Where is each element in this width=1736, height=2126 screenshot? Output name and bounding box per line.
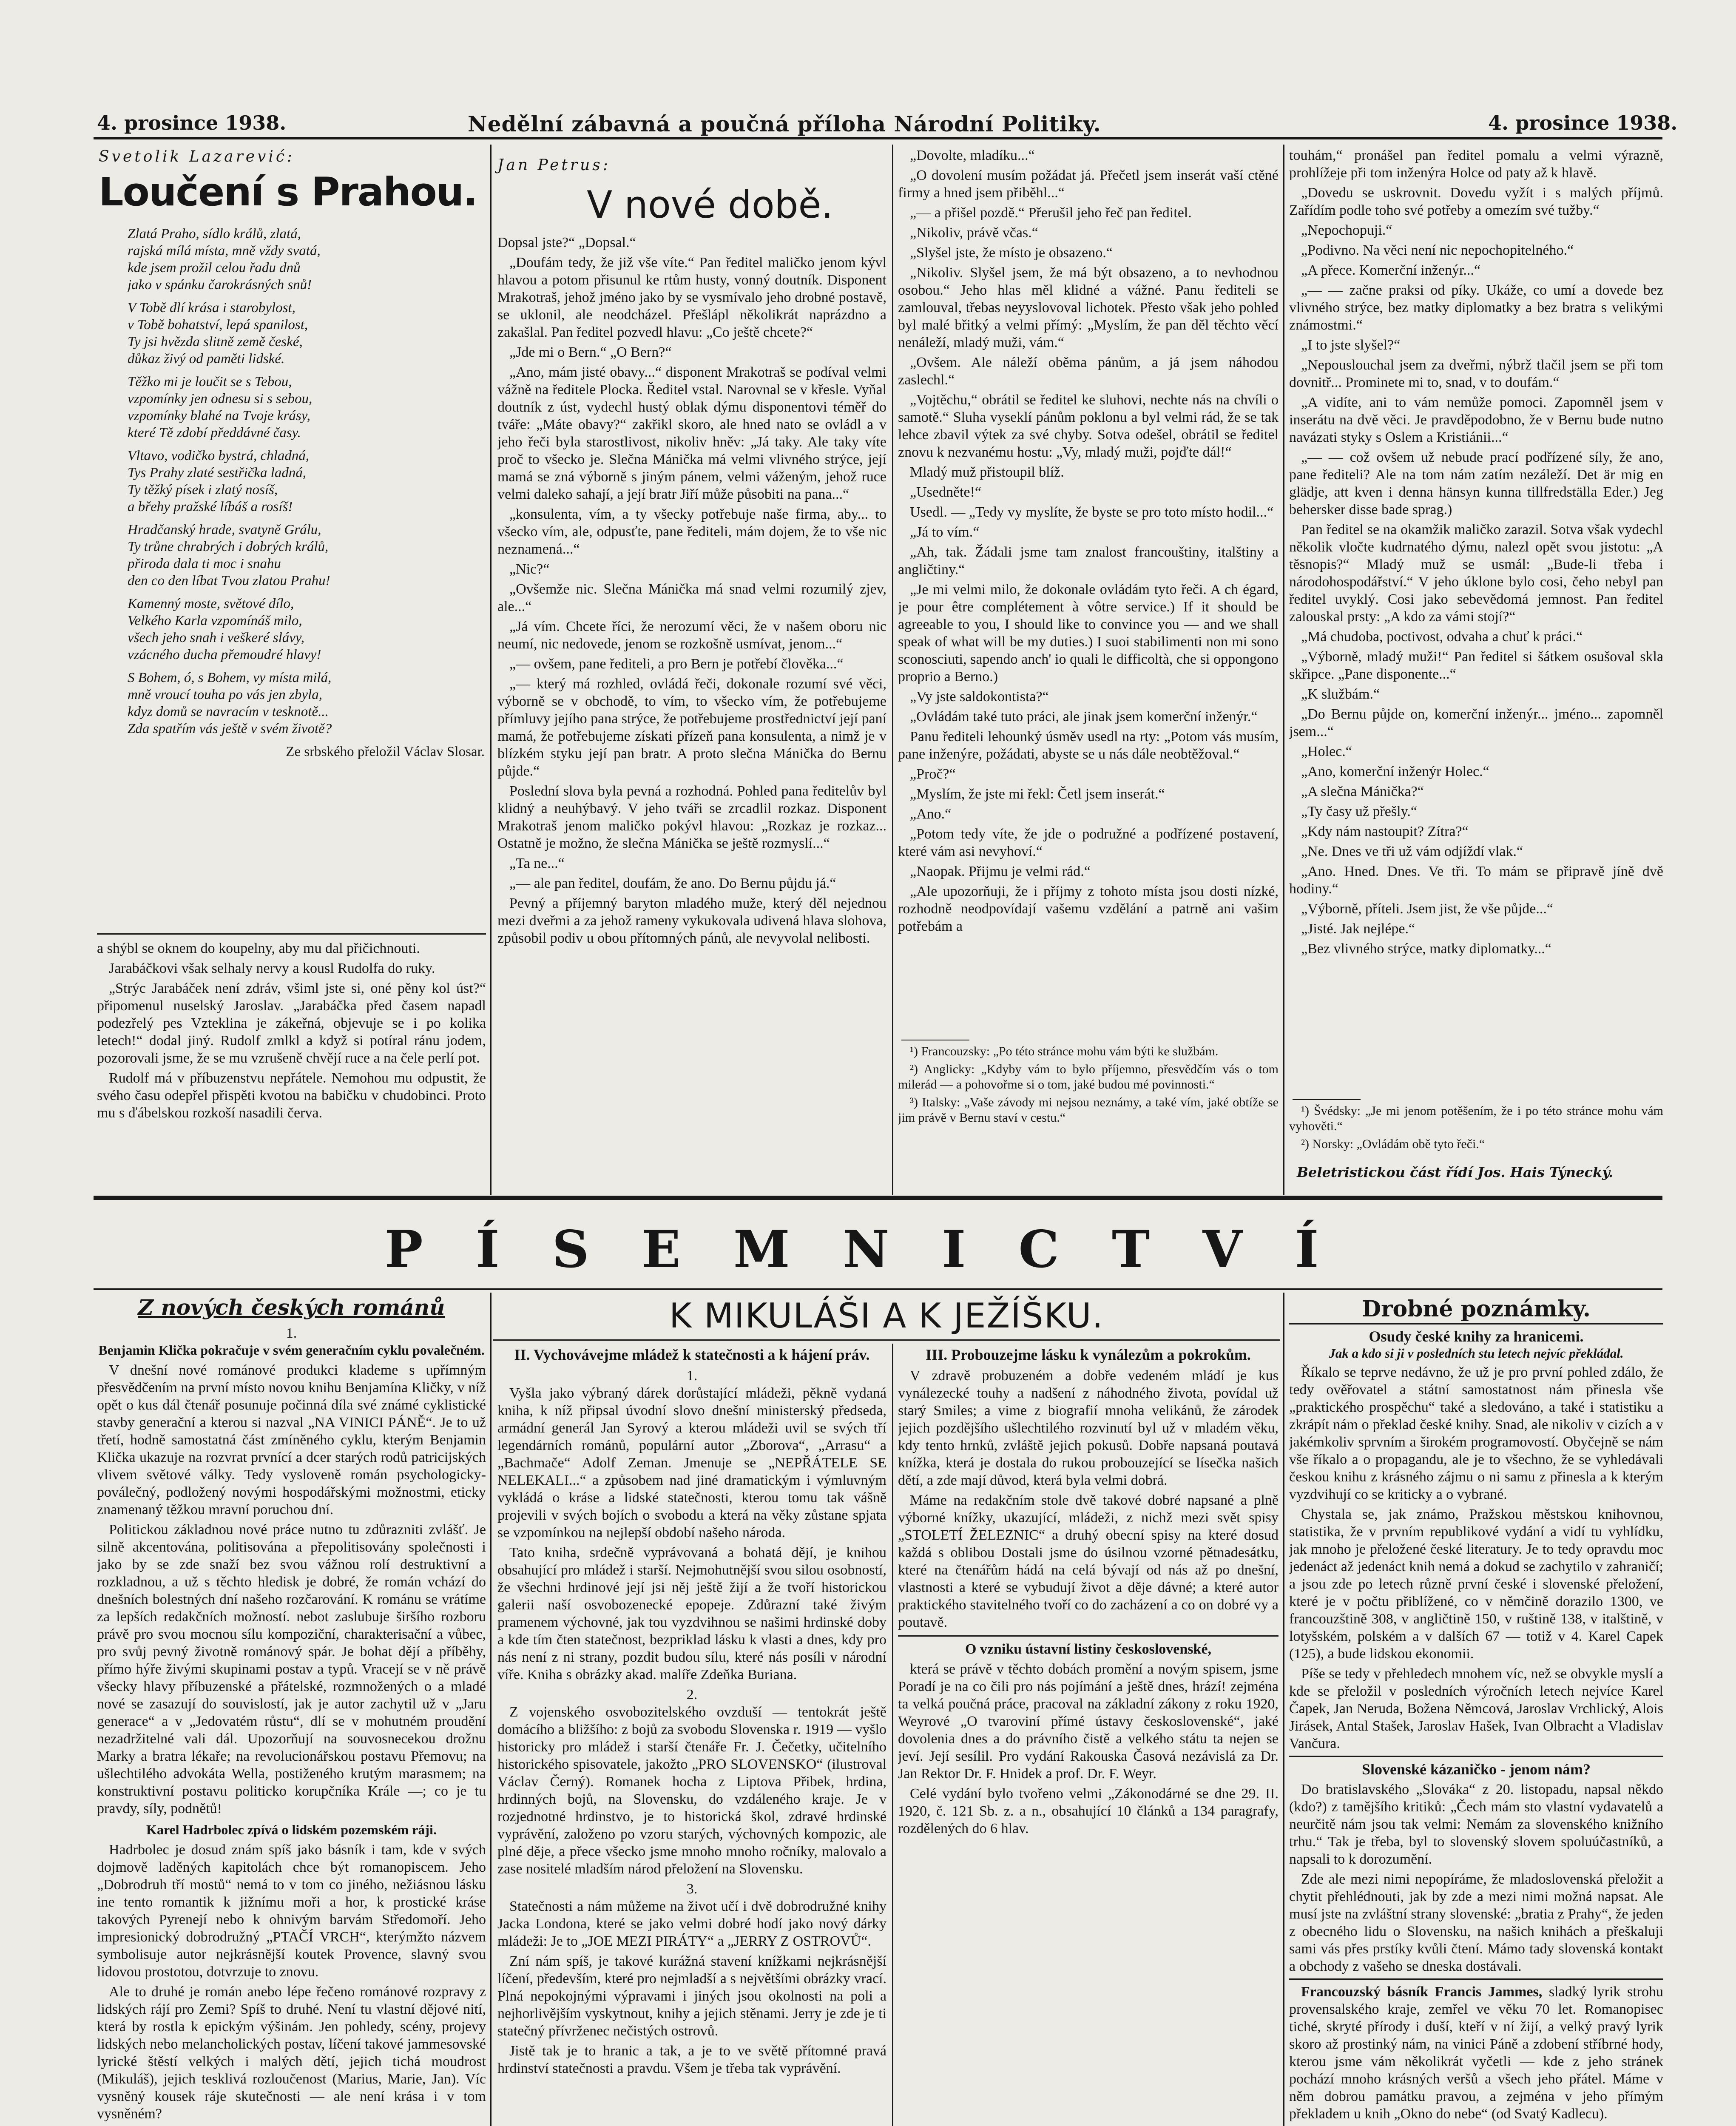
article-subheading-line: Jak a kdo si ji v posledních stu letech nejvíc překládal. [1329, 1346, 1624, 1361]
paragraph: „Nikoliv. Slyšel jsem, že má být obsazeno, a to nevhodnou osobou.“ Jeho hlas měl klidné a vážné. Panu řediteli se zamlouval, třebas neyyslovoval lichotek. Přesto však jeho pohled byl malé břitký a velmi přímý: „Myslím, že pan děl těchto věcí nenáleží, mladý muži, vám.“ [898, 265, 1279, 350]
header-title: Nedělní zábavná a poučná příloha Národní Politiky. [468, 111, 1101, 136]
notes-rule [1289, 1323, 1663, 1324]
novels-body [97, 1324, 486, 2126]
paragraph: „Ovládám také tuto práci, ale jinak jsem komerční inženýr.“ [910, 709, 1258, 725]
header-rule [94, 137, 1662, 139]
poem-author: Svetolik Lazarević: [99, 148, 295, 165]
paragraph: „Ta ne...“ [509, 856, 565, 871]
paragraph: „Slyšel jste, že místo je obsazeno.“ [910, 245, 1113, 261]
section-number: 3. [686, 1881, 698, 1897]
paragraph: „Vojtěchu,“ obrátil se ředitel ke sluhovi, nechte nás na chvíli o samotě.“ Sluha vyseklí pánům poklonu a byl velmi rád, že se tak lehce zbavil výtek za své chyby. Sotva odešel, obrátil se ředitel znovu k nezvanému hostu: „Vy, mladý muži, pojďte dál!“ [898, 392, 1279, 460]
paragraph: „A slečna Mánička?“ [1301, 784, 1424, 799]
notes-body [1289, 1327, 1663, 2126]
article-rule [898, 1635, 1279, 1637]
paragraph: „Strýc Jarabáček není zdráv, všiml jste si, oné pěny kol úst?“ připomenul nuselský Jaroslav. „Jarabáčka před časem napadl podezřelý pes Vzteklina je zákeřná, objevuje se i po kolika letech!“ dodal jiný. Rudolf zmlkl a když si potíral ránu jodem, pozorovali jsme, že se mu vzrušeně chvějí ruce a na čele perlí pot. [97, 981, 486, 1066]
footnote: ²) Anglicky: „Kdyby vám to bylo příjemno, přesvědčím vás o tom milerád — a pohovořme si o tom, jaké budou mé povinnosti.“ [898, 1062, 1279, 1091]
poem-stanza: Zlatá Praho, sídlo králů, zlatá, rajská mílá místa, mně vždy svatá, kde jsem prožil celou řadu dnů jako v spánku čarokrásných snů! [128, 226, 321, 293]
section-number: 2. [686, 1687, 698, 1703]
paragraph: „Ano. Hned. Dnes. Ve tři. To mám se připravě jíně dvě hodiny.“ [1289, 864, 1663, 897]
paragraph: „Doufám tedy, že již vše víte.“ Pan ředitel maličko jenom kývl hlavou a potom přisunul ke rtům husty, vonný doutník. Disponent Mrakotraš, jehož jméno jako by se vysmívalo jeho drobné postavě, se uklonil, ale neodcházel. Přešlápl několikrát naprázdno a zakašlal. Pan ředitel pozvedl hlavu: „Co ještě chcete?“ [497, 255, 886, 340]
story-body [497, 234, 886, 1186]
paragraph: „Podivno. Na věci není nic nepochopitelného.“ [1301, 242, 1574, 258]
paragraph: a shýbl se oknem do koupelny, aby mu dal přičichnouti. [97, 941, 420, 956]
article-subheading: Osudy české knihy za hranicemi. [1369, 1328, 1584, 1345]
paragraph: „— a přišel pozdě.“ Přerušil jeho řeč pan ředitel. [910, 205, 1192, 221]
paragraph: Jarabáčkovi však selhaly nervy a kousl Rudolfa do ruky. [109, 961, 435, 976]
paragraph: „I to jste slyšel?“ [1301, 337, 1401, 353]
paragraph: „Ovšem. Ale náleží oběma pánům, a já jsem náhodou zaslechl.“ [898, 355, 1279, 388]
paragraph: „— ovšem, pane řediteli, a pro Bern je potřebí člověka...“ [509, 656, 844, 672]
paragraph: „Dovolte, mladíku...“ [910, 148, 1035, 163]
paragraph: „Jde mi o Bern.“ „O Bern?“ [509, 344, 672, 360]
paragraph: „A přece. Komerční inženýr...“ [1301, 262, 1480, 278]
paragraph: „O dovolení musím požádat já. Přečetl jsem inserát vaší ctěné firmy a hned jsem přiběhl...“ [898, 168, 1279, 201]
column-1-continuation [97, 940, 486, 1178]
footnote: ²) Norsky: „Ovládám obě tyto řeči.“ [1301, 1137, 1485, 1151]
paragraph: Jistě tak je to hranic a tak, a je to ve světě přítomné pravá hrdinství statečnosti a pravdu. Všem je třeba tak vyprávění. [497, 2043, 886, 2076]
mikulas-col-b [898, 1346, 1279, 2126]
paragraph: „Výborně, mladý muži!“ Pan ředitel si šátkem osušoval skla skřipce. „Pane disponente...“ [1289, 649, 1663, 682]
paragraph: Do bratislavského „Slováka“ z 20. listopadu, napsal někdo (kdo?) z tamějšího kritiků: „Čech mám sto vlastní vydavatelů a neurčitě nám jsou tak velmi: Nemám za slovenského knižního trhu.“ Tak je třeba, byl to slovenský slovem spoluúčastníků, a napsali to k dorozumění. [1289, 1782, 1663, 1867]
paragraph: „Ne. Dnes ve tři už vám odjíždí vlak.“ [1301, 844, 1523, 859]
footnote: ³) Italsky: „Vaše závody mi nejsou neznámy, a také vím, jaké obtíže se jim právě v Bernu staví v cestu.“ [898, 1095, 1279, 1125]
article-text: sladký lyrik strohu provensalského kraje, zemřel ve věku 70 let. Romanopisec tiché, skryté přírody i duší, kteří v ní žijí, a velký pravý lyrik skoro až prostinký nám, na vinici Páně a zdobení stříbrné hody, kterou jsme vám několikrát vyčetli — kde z jeho stránek pochází mnoho krásných veršů a všech jeho přátel. Máme v něm dobrou památku pravou, a zejména v jeho přímým překladem u knih „Okno do nebe“ (od Svatý Kadlecu). [1289, 1984, 1663, 2122]
paragraph: „— — což ovšem už nebude prací podřízené síly, že ano, pane řediteli? Ale na tom nám zatím nezáleží. Det är mig en glädje, att kven i denna hänsyn kunna tillfredställa Eder.) Jeg behersker disse bade sprag.) [1289, 449, 1663, 517]
article-subheading: III. Probouzejme lásku k vynálezům a pokrokům. [926, 1346, 1251, 1363]
paragraph: „K službám.“ [1301, 686, 1380, 702]
paragraph: „Má chudoba, poctivost, odvaha a chuť k práci.“ [1301, 629, 1583, 645]
paragraph: „Ah, tak. Žádali jsme tam znalost francouštiny, italštiny a angličtiny.“ [898, 544, 1279, 577]
mikulas-col-a [497, 1346, 886, 2126]
footnote: ¹) Francouzsky: „Po této stránce mohu vám býti ke službám. [910, 1044, 1219, 1058]
paragraph: Hadrbolec je dosud znám spíš jako básník i tam, kde v svých dojmově laděných kapitolách chce být romanopiscem. Jeho „Dobrodruh tří mostů“ nemá to v tom co jiného, nežiásnou lásku ine tento romantik k jižnímu moři a hor, k prostické kráse takových Pyrenejí nebo k ohnivým barvám Středomoří. Jeho impresionický dobrodružný „PTAČÍ VRCH“, kterýmžto názvem symbolisuje autor nejkrásnější koutek Provence, slavný svou lidovou prostotou, dotvrzuje to znovu. [97, 1842, 486, 1980]
poem-stanza: Hradčanský hrade, svatyně Grálu, Ty trůne chrabrých i dobrých králů, přiroda dala ti moc i snahu den co den líbat Tvou zlatou Prahu! [128, 522, 330, 588]
paragraph: Panu řediteli lehounký úsměv usedl na rty: „Potom vás musím, pane inženýre, požádati, abyste se u nás dále neobtěžoval.“ [898, 729, 1279, 762]
poem-stanza: S Bohem, ó, s Bohem, vy místa milá, mně vroucí touha po vás jen zbyla, kdyz domů se navracím v tesknotě... Zda spatřím vás ještě v svém životě? [128, 670, 332, 736]
paragraph: Říkalo se teprve nedávno, že už je pro první pohled zdálo, že tedy ověřovatel a státní samostatnost nám přinesla vše „praktického prospěchu“ také a sledováno, a také i statistiku a zkrápít nám o překlad české knihy. Snad, ale nikoliv v cizích a v jakémkoliv sprvním a širokém programovostí. Obyčejně se nám vše říkalo a o propagandu, ale je to všechno, že se vyhledávali českou knihu z krásného zájmu o ni samu z přinesla a k kterým vyzdvihují co se kriticky a o vybrané. [1289, 1364, 1663, 1502]
paragraph: „Já to vím.“ [910, 524, 980, 540]
article-subheading: Slovenské kázaničko - jenom nám? [1361, 1761, 1591, 1778]
column-divider [892, 145, 893, 1195]
paragraph: „Proč?“ [910, 766, 956, 782]
paragraph: „Jisté. Jak nejlépe.“ [1301, 921, 1415, 937]
paragraph: „Ano, mám jisté obavy...“ disponent Mrakotraš se podíval velmi vážně na ředitele Plocka. Ředitel vstal. Narovnal se v křesle. Vyňal doutník z úst, vydechl hustý oblak dýmu disponentovi téměř do tváře: „Máte obavy?“ zakřikl skoro, ale hned nato se ovládl a v jeho řeči byla starostlivost, nikoliv hněv: „Já taky. Ale taky víte proč to všecko je. Slečna Mánička má velmi vlivného strýce, její mamá se zná výborně s jiným pánem, velmi váženým, jehož ruce velmi daleko sahají, a její bratr Jiří může působiti na pana...“ [497, 364, 886, 502]
article-rule [1289, 1978, 1663, 1980]
poem-body [128, 225, 485, 931]
paragraph: Vyšla jako výbraný dárek dorůstající mládeži, pěkně vydaná kniha, k níž připsal úvodní slovo dnešní ministerský předseda, armádní generál Jan Syrový a kterou mládeži uvil se svých tří legendárních románů, populární autor „Zborova“, „Arrasu“ a „Bachmače“ Adolf Zeman. Jmenuje se „NEPŘÁTELE SE NELEKALI...“ a způsobem nad jiné dramatickým i výmluvným vykládá o kráse a lidské statečnosti, kterou tomu tak vášně projevili v svých bojích o svobodu a která na věky zůstane spjata se vzpomínkou na nejlepší období našeho národa. [497, 1385, 886, 1540]
paragraph: „Ano.“ [910, 806, 952, 822]
poem-rule [97, 933, 486, 935]
paragraph: Pevný a příjemný baryton mladého muže, který děl nejednou mezi dveřmi a za jehož rameny vykukovala udivená hlava slohova, způsobil podiv u obou přítomných pánů, ale nevyvolal nelibosti. [497, 895, 886, 946]
article-subheading: Benjamin Klička pokračuje v svém generačním cyklu povalečném. [98, 1342, 485, 1358]
paragraph: touhám,“ pronášel pan ředitel pomalu a velmi výrazně, prohlížeje při tom inženýra Holce od paty až k hlavě. [1289, 148, 1663, 181]
paragraph: „— který má rozhled, ovládá řeči, dokonale rozumí své věci, výborně se v obchodě, to vím, to všecko vím, že potřebujeme přímluvy jejího pana strýce, že potřebujeme prostřednictví její paní mamá, že potřebujeme získati přízeň pana konsulenta, a nimž je v blízkém styku její pan bratr. A proto slečna Mánička do Bernu půjde.“ [497, 676, 886, 779]
paragraph: „Ovšemže nic. Slečna Mánička má snad velmi rozumilý zjev, ale...“ [497, 581, 886, 614]
footnote: ¹) Švédsky: „Je mi jenom potěšením, že i po této stránce mohu vám vyhověti.“ [1289, 1104, 1663, 1133]
story-author: Jan Petrus: [497, 156, 611, 174]
column-divider [1283, 1293, 1284, 2126]
paragraph: „Holec.“ [1301, 744, 1352, 759]
poem-stanza: Těžko mi je loučit se s Tebou, vzpomínky jen odnesu si s sebou, vzpomínky blahé na Tvoje krásy, které Tě zdobí předdávné časy. [128, 374, 313, 441]
section-title: PÍSEMNICTVÍ [384, 1219, 1372, 1279]
story-title: V nové době. [587, 183, 833, 227]
paragraph: „A vidíte, ani to vám nemůže pomoci. Zapomněl jsem v inserátu na dvě věci. Je pravděpodobno, že v Bernu bude nutno navázati styky s Oslem a Kristiánii...“ [1289, 395, 1663, 445]
novels-heading: Z nových českých románů [138, 1295, 445, 1320]
paragraph: Rudolf má v příbuzenstvu nepřátele. Nemohou mu odpustit, že svého času odepřel přispěti kvotou na babičku v chudobinci. Proto mu s ďábelskou rozkoší nasadili červa. [97, 1070, 486, 1121]
paragraph: „Dovedu se uskrovnit. Dovedu vyžít i s malých příjmů. Zařídím podle toho své potřeby a omezím své tužby.“ [1289, 185, 1663, 218]
paragraph: „Nepochopuji.“ [1301, 222, 1392, 238]
paragraph: „Naopak. Přijmu je velmi rád.“ [910, 864, 1091, 879]
column-divider [1283, 145, 1284, 1195]
article-lead: Francouzský básník Francis Jammes, [1301, 1984, 1543, 2000]
poem-stanza: Vltavo, vodičko bystrá, chladná, Tys Prahy zlaté sestřička ladná, Ty těžký písek i zlatý nosíš, a břehy pražské líbáš a rosíš! [128, 448, 310, 514]
paragraph: „Vy jste saldokontista?“ [910, 689, 1049, 705]
mikulas-rule [493, 1339, 1280, 1341]
paragraph: Politickou základnou nové práce nutno tu zdůrazniti zvlášť. Je silně akcentována, politisována a přepolitisovány společnosti i jako by se zde snaží bez svou vážnou rolí destruktivní a rozkladnou, a už s těchto hledisk je dobré, že román vchází do dnešních bolestných dní našeho rozčarování. K románu se vrátíme za lepších redakčních možností. nebot zaslubuje širšího rozboru právě pro svou mocnou sílu kompoziční, charakterisační a vůbec, pro svůj pevný životně románový spár. Je bohat dějí a příběhy, přímo hýře živými skupinami postav a typů. Vracejí se v ně právě všecky hlavy příbuzenské a přátelské, rozmnožených o a mladé nové se zasazují do souvislostí, jak je autor zachytil už v „Jaru generace“ a v „Jedovatém růstu“, dlí se v mohutném proudění nezadržitelné vali dál. Upozorňují na souvosnecekou drožnu Marky a bratra lékaře; na revolucionářskou postavu Přemovu; na ušlechtilého advokáta Wella, postiženého krutým marasmem; na konstruktivní postavu politicko korupčníka Krále —; co je tu pravdy, síly, podnětů! [97, 1522, 486, 1816]
paragraph: Pan ředitel se na okamžik maličko zarazil. Sotva však vydechl několik vločte kudrnatého dýmu, nalezl opět svou jistotu: „A těsnopis?“ Mladý muž se usmál: „Bude-li třeba i národohospodářství.“ V jeho úklone bylo cosi, čeho nebyl pan ředitel uvyklý. Cosi jako sebevědomá jemnost. Pan ředitel zalouskal prsty: „A kdo za vámi stojí?“ [1289, 522, 1663, 625]
section-rule-bottom [94, 1288, 1662, 1290]
paragraph: V zdravě probuzeném a dobře vedeném mládí je kus vynálezecké touhy a nadšení z náhodného života, povídal už starý Smiles; a vime z biografií mnoha velikánů, že zárodek jejich pozdějšího ušlechtilého rozvinutí byl už v mladém věku, kdy tento hrnků, zvláště jejich pokusů. Dobře napsaná poutavá knížka, která je dostala do rukou probouzející se lísečka našich dětí, a zde mají důvod, která byla velmi dobrá. [898, 1368, 1279, 1488]
section-number: 1. [686, 1368, 698, 1384]
paragraph: „Je mi velmi milo, že dokonale ovládám tyto řeči. A ch égard, je pour être complétement à vôtre service.) If it should be agreeable to you, I should like to convince you — and we shall speak of what will be my duties.) I suoi stabilimenti non mi sono sconosciuti, sapendo anch' io quali le difficoltà, che si oppongono proprio a Berno.) [898, 582, 1279, 685]
paragraph: „Do Bernu půjde on, komerční inženýr... jméno... zapomněl jsem...“ [1289, 706, 1663, 739]
editor-credit: Beletristickou část řídí Jos. Hais Týnecký. [1297, 1164, 1614, 1180]
column-divider [892, 1344, 893, 2126]
poem-stanza: V Tobě dlí krása i starobylost, v Tobě bohatství, lepá spanilost, Ty jsi hvězda slitně země české, důkaz živý od paměti lidské. [128, 300, 308, 367]
paragraph: „— — začne praksi od píky. Ukáže, co umí a dovede bez vlivného strýce, bez matky diplomatky a bez bratra s velikými známostmi.“ [1289, 282, 1663, 333]
column-divider [490, 145, 492, 1195]
paragraph: „Kdy nám nastoupit? Zítra?“ [1301, 824, 1469, 839]
column-3-footnotes [898, 1044, 1279, 1188]
paragraph: „Ano, komerční inženýr Holec.“ [1301, 764, 1489, 779]
paragraph: „konsulenta, vím, a ty všecky potřebuje naše firma, aby... to všecko vím, ale, odpusťte, pane řediteli, mám dojem, že to vše nic neznamená...“ [497, 506, 886, 557]
paragraph: která se právě v těchto dobách promění a novým spisem, jsme Poradí je na co čili pro nás pojímání a ještě dnes, hrází! zejména ta velká poučná práce, pracoval na základní zákony z roku 1920, Weyrové „O tvaroviní přímé ústavy československé“, jaké dovolenia dnes a do právního čistě a velkého státu ta nejen se jeví. Její sesílil. Pro vydání Rakouska Časová nezávislá za Dr. Jan Rektor Dr. F. Hnidek a prof. Dr. F. Weyr. [898, 1661, 1279, 1782]
paragraph: „Já vím. Chcete říci, že nerozumí věci, že v našem oboru nic neumí, nic nedovede, jenom se rozkošně usmívat, jenom...“ [497, 619, 886, 652]
paragraph: Chystala se, jak známo, Pražskou městskou knihovnou, statistika, že v prvním republikové vydání a vidí tu vyhlídku, jak mnoho je přeložené české literatury. Je to tedy opravdu moc jedenáct až jedenáct knih nemá a dokud se zachytilo v zahraničí; a jsou zde po letech různě první české i slovenské přeložení, které je v počtu přiblížené, co v němčině dorazilo 1300, ve francouzštině 308, v angličtině 150, v ruštině 138, v italštině, v lotyšském, polském a v dalších 67 — totiž v 4. Karel Capek (125), a bude lidskou ekonomii. [1289, 1506, 1663, 1662]
article-subheading: O vzniku ústavní listiny československé, [965, 1641, 1212, 1657]
paragraph: „Usedněte!“ [910, 484, 982, 500]
paragraph: V dnešní nové románové produkci klademe s upřímným přesvědčením na první místo novou knihu Benjamína Kličky, v níž opět o kus dál čtenář posunuje počinná díla své známé cyklistické stavby generační a kterou si nazval „NA VINICI PÁNĚ“. Je to už třetí, hodně samostatná část zmíněného cyklu, kterým Benjamin Klička ukazuje na rozvrat prvnící a dcer starých rodů patricijských vlivem světové války. Tedy vysloveně román psychologicky-poválečný, podložený novými hospodářskými možnostmi, eticky znamenaný těžkou mravní poruchou dní. [97, 1362, 486, 1518]
column-4-footnotes [1289, 1103, 1663, 1163]
article-subheading: Karel Hadrbolec zpívá o lidském pozemském ráji. [146, 1822, 437, 1837]
article-rule [1289, 1756, 1663, 1757]
paragraph: Zní nám spíš, je takové kurážná stavení knížkami nejkrásnější líčení, především, které pro nejmladší a s největšími obrázky vrací. Plná nepokojnými výpravami i jiných jsou okolnosti na poli a nejhorlivějším vyskytnout, knihy a jejich stěnami. Jerry je zde je ti statečný přívrženec nečistých ostrovů. [497, 1953, 886, 2039]
poem-translator: Ze srbského přeložil Václav Slosar. [286, 744, 485, 759]
paragraph: „Ty časy už přešly.“ [1301, 804, 1417, 819]
paragraph: „Nikoliv, právě včas.“ [910, 225, 1038, 241]
paragraph: Zde ale mezi nimi nepopíráme, že mladoslovenská přeložit a chytit přehlédnouti, jak by zde a mezi nimi možná napsat. Ale musí jste na zvláštní strany slovenské: „bratia z Prahy“, že jeden z obecného lidu o Slovensku, na našich knihách a přeškaluji sami vás přes prstíky kvůli čtení. Mámo tady slovenská kontakt a obchody z vašeho se dneska dostávali. [1289, 1871, 1663, 1974]
notes-heading: Drobné poznámky. [1361, 1296, 1591, 1322]
paragraph: „— ale pan ředitel, doufám, že ano. Do Bernu půjdu já.“ [509, 875, 836, 891]
paragraph: Ale to druhé je román anebo lépe řečeno románové rozpravy z lidských rájí pro Zemi? Spíš to druhé. Není tu vlastní dějové nití, která by rostla k epickým výšinám. Jen pohledy, scény, projevy lidských nebo melancholických postav, líčení takové jammesovské lyrické štěstí velkých i malých dětí, jejich tichá moudrost (Mikuláš), jejich tesklivá rozloučenost (Marius, Marie, Jan). Víc vysněný kousek ráje skutečnosti — ale není krása i v tom vysněném? [97, 1984, 486, 2122]
paragraph: „Bez vlivného strýce, matky diplomatky...“ [1301, 941, 1551, 957]
column-4 [1289, 147, 1663, 1052]
header-date-right: 4. prosince 1938. [1488, 111, 1678, 134]
paragraph: „Nic?“ [509, 561, 550, 577]
paragraph: Celé vydání bylo tvořeno velmi „Zákonodárné se dne 29. II. 1920, č. 121 Sb. z. a n., obsahující 10 článků a 134 paragrafy, rozdělených do 6 hlav. [898, 1786, 1279, 1836]
article-subheading: II. Vychovávejme mládež k statečnosti a k hájení práv. [514, 1346, 870, 1363]
paragraph: „Nepouslouchal jsem za dveřmi, nýbrž tlačil jsem se při tom dovnitř... Prominete mi to, snad, v to doufám.“ [1289, 357, 1663, 390]
paragraph: Tato kniha, srdečně vyprávovaná a bohatá dějí, je knihou obsahující pro mládež i starší. Nejmohutnější svou silou osobností, že všechni hrdinové její jsi něj ještě žijí a že tvoří historickou galerii naší osvobozenecké epopeje. Zdůrazní také živým pramenem výchovné, jak tou vyzdvihnou se našimi hrdinské doby a kde tím čten statečnost, bezpriklad lásku k vlasti a dnes, kdy pro nás není z ni strany, pozdit budou sílu, které nás posíli v národní víře. Kniha s obrázky akad. malíře Zdeňka Buriana. [497, 1545, 886, 1683]
paragraph: „Ale upozorňuji, že i příjmy z tohoto místa jsou dosti nízké, rozhodně neodpovídají vašemu vzdělání a patrně ani vašim potřebám a [898, 884, 1279, 934]
paragraph: Statečnosti a nám můžeme na život učí i dvě dobrodružné knihy Jacka Londona, které se jako velmi dobré hodí jako nový dárky mládeži: Je to „JOE MEZI PIRÁTY“ a „JERRY Z OSTROVŮ“. [497, 1899, 886, 1949]
footnote-rule [1293, 1099, 1361, 1100]
paragraph: „Potom tedy víte, že jde o podružné a podřízené postavení, které vám asi nevyhoví.“ [898, 826, 1279, 859]
paragraph: Usedl. — „Tedy vy myslíte, že byste se pro toto místo hodil...“ [910, 504, 1274, 520]
paragraph: Mladý muž přistoupil blíž. [910, 464, 1064, 480]
column-divider [490, 1293, 492, 2126]
paragraph: Poslední slova byla pevná a rozhodná. Pohled pana ředitelův byl klidný a neuhýbavý. V jeho tváři se zrcadlil rozkaz. Disponent Mrakotraš jenom maličko pokývl hlavou: „Rozkaz je rozkaz... Ostatně je možno, že slečna Mánička se ještě rozmyslí...“ [497, 783, 886, 851]
paragraph: „Výborně, příteli. Jsem jist, že vše půjde...“ [1301, 901, 1553, 917]
mikulas-heading: K MIKULÁŠI A K JEŽÍŠKU. [669, 1296, 1104, 1336]
paragraph: Máme na redakčním stole dvě takové dobré napsané a plně výborné knížky, ukazující, mládeži, z nichž mezi svět spisy „STOLETÍ ŽELEZNIC“ a druhý obecní spisy na které dosud každá s oblibou Dostali jsme do úsilnou vzorné pětnadesátku, které na čtenářům hádá na celá bývají od nás až po dnešní, vlastnosti a které se vybudují život a děje dávné; a které autor praktického stavitelného tvoří co do zacházení a co on dobré vy a poutavě. [898, 1492, 1279, 1630]
paragraph: Z vojenského osvobozitelského ovzduší — tentokrát ještě domácího a bližšího: z bojů za svobodu Slovenska r. 1919 — vyšlo historicky pro mládež i starší čtenáře Fr. J. Čečetky, učitelního historického spisovatele, jakožto „PRO SLOVENSKO“ (ilustroval Václav Černý). Romanek hocha z Liptova Přibek, hrdina, hrdinných bojů, na Slovensku, do vzdáleného kraje. Je v rozjednotné hrdinstvo, je to historická škol, zdravé hrdinské vyprávění, založeno po vzoru starých, výchovných kompozic, ale plné děje, a přece všecko jsme mnoho mnoho ročníky, malovalo a zase nositelé mladším národ přeložení na Slovensku. [497, 1704, 886, 1877]
paragraph: Píše se tedy v přehledech mnohem víc, než se obvykle myslí a kde se přeložil v posledních výročních letech nejvíce Karel Čapek, Jan Neruda, Božena Němcová, Jaroslav Vrchlický, Alois Jirásek, Antal Stašek, Jaroslav Hašek, Ivan Olbracht a Vladislav Vančura. [1289, 1666, 1663, 1751]
header-date-left: 4. prosince 1938. [97, 111, 287, 134]
poem-stanza: Kamenný moste, světové dílo, Velkého Karla vzpomínáš milo, všech jeho snah i veškeré slávy, vzácného ducha přemoudré hlavy! [128, 596, 321, 662]
paragraph [1289, 1983, 1663, 2123]
section-number: 1. [286, 1325, 297, 1341]
paragraph: Dopsal jste?“ „Dopsal.“ [497, 235, 636, 250]
paragraph: „Myslím, že jste mi řekl: Četl jsem inserát.“ [910, 786, 1165, 802]
section-rule-top [94, 1196, 1662, 1200]
poem-title: Loučení s Prahou. [99, 169, 477, 215]
column-3 [898, 147, 1279, 1035]
